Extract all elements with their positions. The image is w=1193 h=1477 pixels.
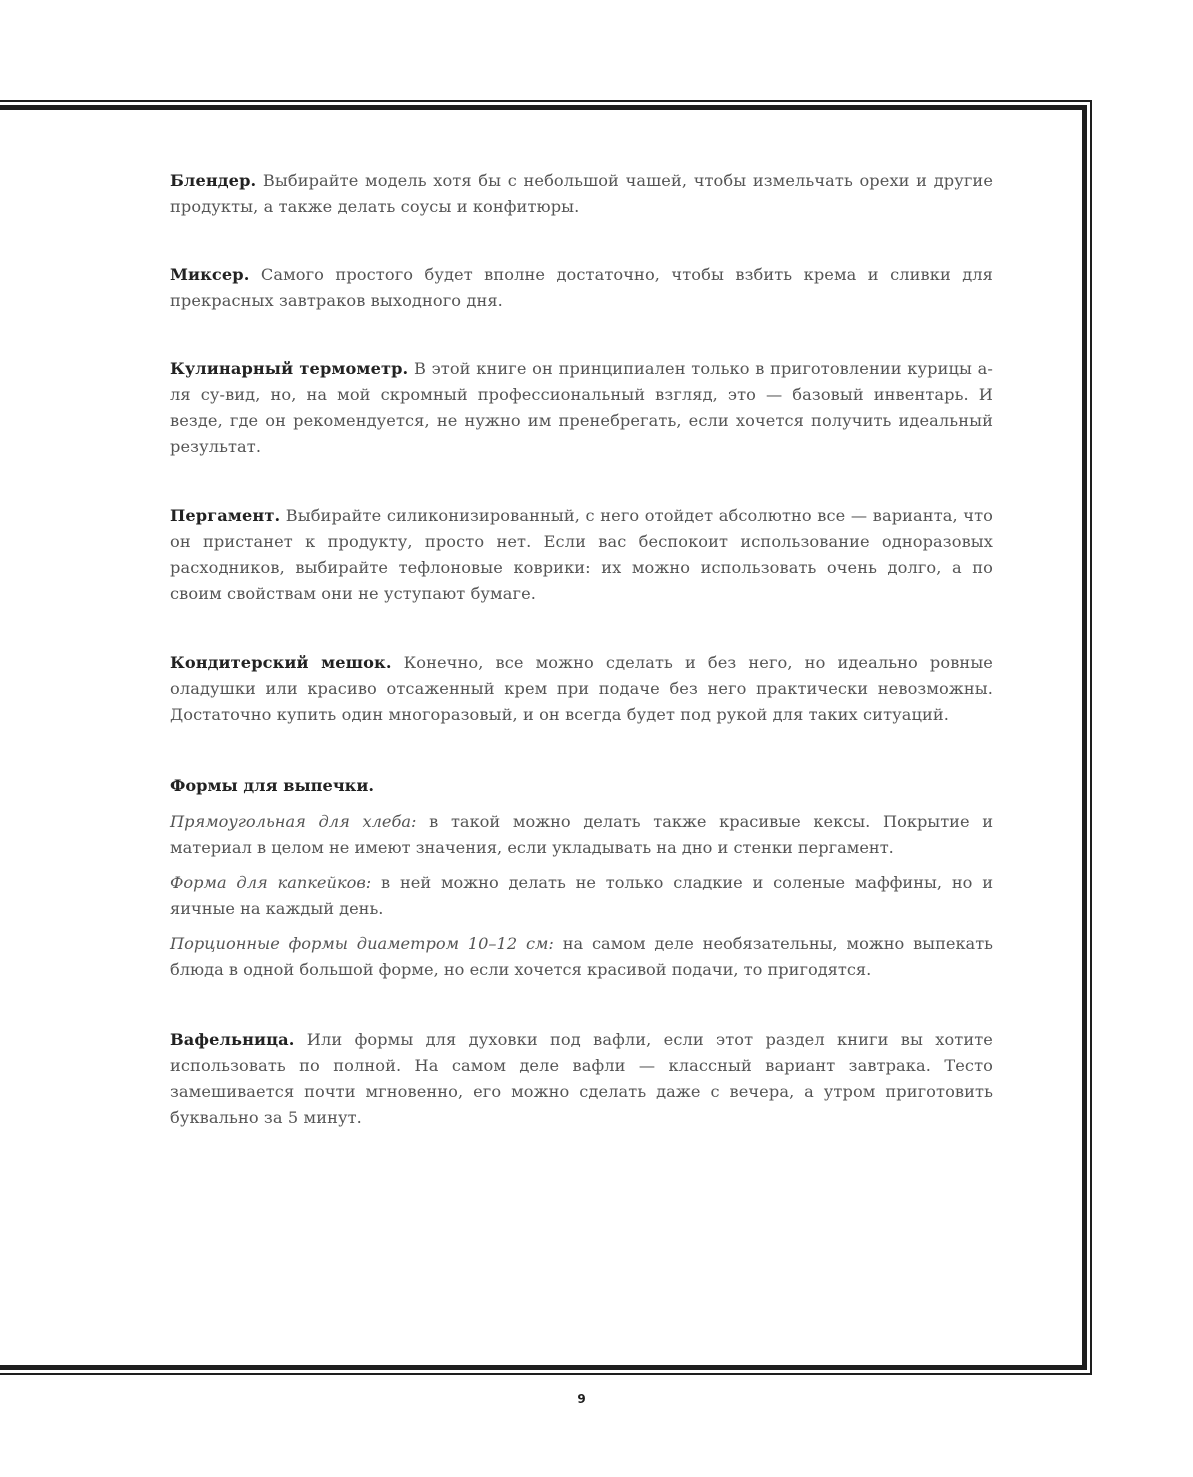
baking-form-item: [170, 931, 993, 983]
equipment-waffle-iron: [170, 1027, 993, 1131]
page-content: [170, 168, 993, 1131]
equipment-term: Вафельница.: [170, 1030, 295, 1049]
equipment-description: Самого простого будет вполне достаточно, чтобы взбить крема и сливки для прекрасных завтраков выходного дня.: [170, 265, 993, 310]
baking-form-label: Форма для капкейков:: [170, 873, 372, 892]
equipment-description: Выбирайте силиконизированный, с него отойдет абсолютно все — варианта, что он пристанет к продукту, просто нет. Если вас беспокоит использование одноразовых расходников, выбирайте тефлоновые коврики: их можно использовать очень долго, а по своим свойствам они не уступают бумаге.: [170, 506, 993, 603]
baking-form-label: Порционные формы диаметром 10–12 см:: [170, 934, 554, 953]
equipment-description: Конечно, все можно сделать и без него, но идеально ровные оладушки или красиво отсаженный крем при подаче без него практически невозможны. Достаточно купить один многоразовый, и он всегда будет под рукой для таких ситуаций.: [170, 653, 993, 724]
baking-form-item: [170, 809, 993, 861]
equipment-term: Кулинарный термометр.: [170, 359, 409, 378]
baking-form-label: Прямоугольная для хлеба:: [170, 812, 417, 831]
baking-form-description: в ней можно делать не только сладкие и соленые маффины, но и яичные на каждый день.: [170, 873, 993, 918]
equipment-term: Миксер.: [170, 265, 250, 284]
equipment-parchment: [170, 503, 993, 607]
baking-form-description: в такой можно делать также красивые кексы. Покрытие и материал в целом не имеют значения, если укладывать на дно и стенки пергамент.: [170, 812, 993, 857]
equipment-description: В этой книге он принципиален только в приготовлении курицы а-ля су-вид, но, на мой скромный профессиональный взгляд, это — базовый инвентарь. И везде, где он рекомендуется, не нужно им пренебрегать, если хочется получить идеальный результат.: [170, 359, 993, 456]
equipment-piping-bag: [170, 650, 993, 728]
baking-form-item: [170, 870, 993, 922]
equipment-term: Пергамент.: [170, 506, 281, 525]
equipment-description: Выбирайте модель хотя бы с небольшой чашей, чтобы измельчать орехи и другие продукты, а также делать соусы и конфитюры.: [170, 171, 993, 216]
equipment-description: Или формы для духовки под вафли, если этот раздел книги вы хотите использовать по полной. На самом деле вафли — классный вариант завтрака. Тесто замешивается почти мгновенно, его можно сделать даже с вечера, а утром приготовить буквально за 5 минут.: [170, 1030, 993, 1127]
equipment-blender: [170, 168, 993, 220]
equipment-term: Кондитерский мешок.: [170, 653, 392, 672]
equipment-mixer: [170, 262, 993, 314]
baking-forms-section: [170, 773, 993, 983]
equipment-term: Блендер.: [170, 171, 257, 190]
baking-forms-heading: Формы для выпечки.: [170, 776, 374, 795]
equipment-thermometer: [170, 356, 993, 460]
baking-form-description: на самом деле необязательны, можно выпекать блюда в одной большой форме, но если хочется красивой подачи, то пригодятся.: [170, 934, 993, 979]
page-number: 9: [577, 1392, 586, 1406]
